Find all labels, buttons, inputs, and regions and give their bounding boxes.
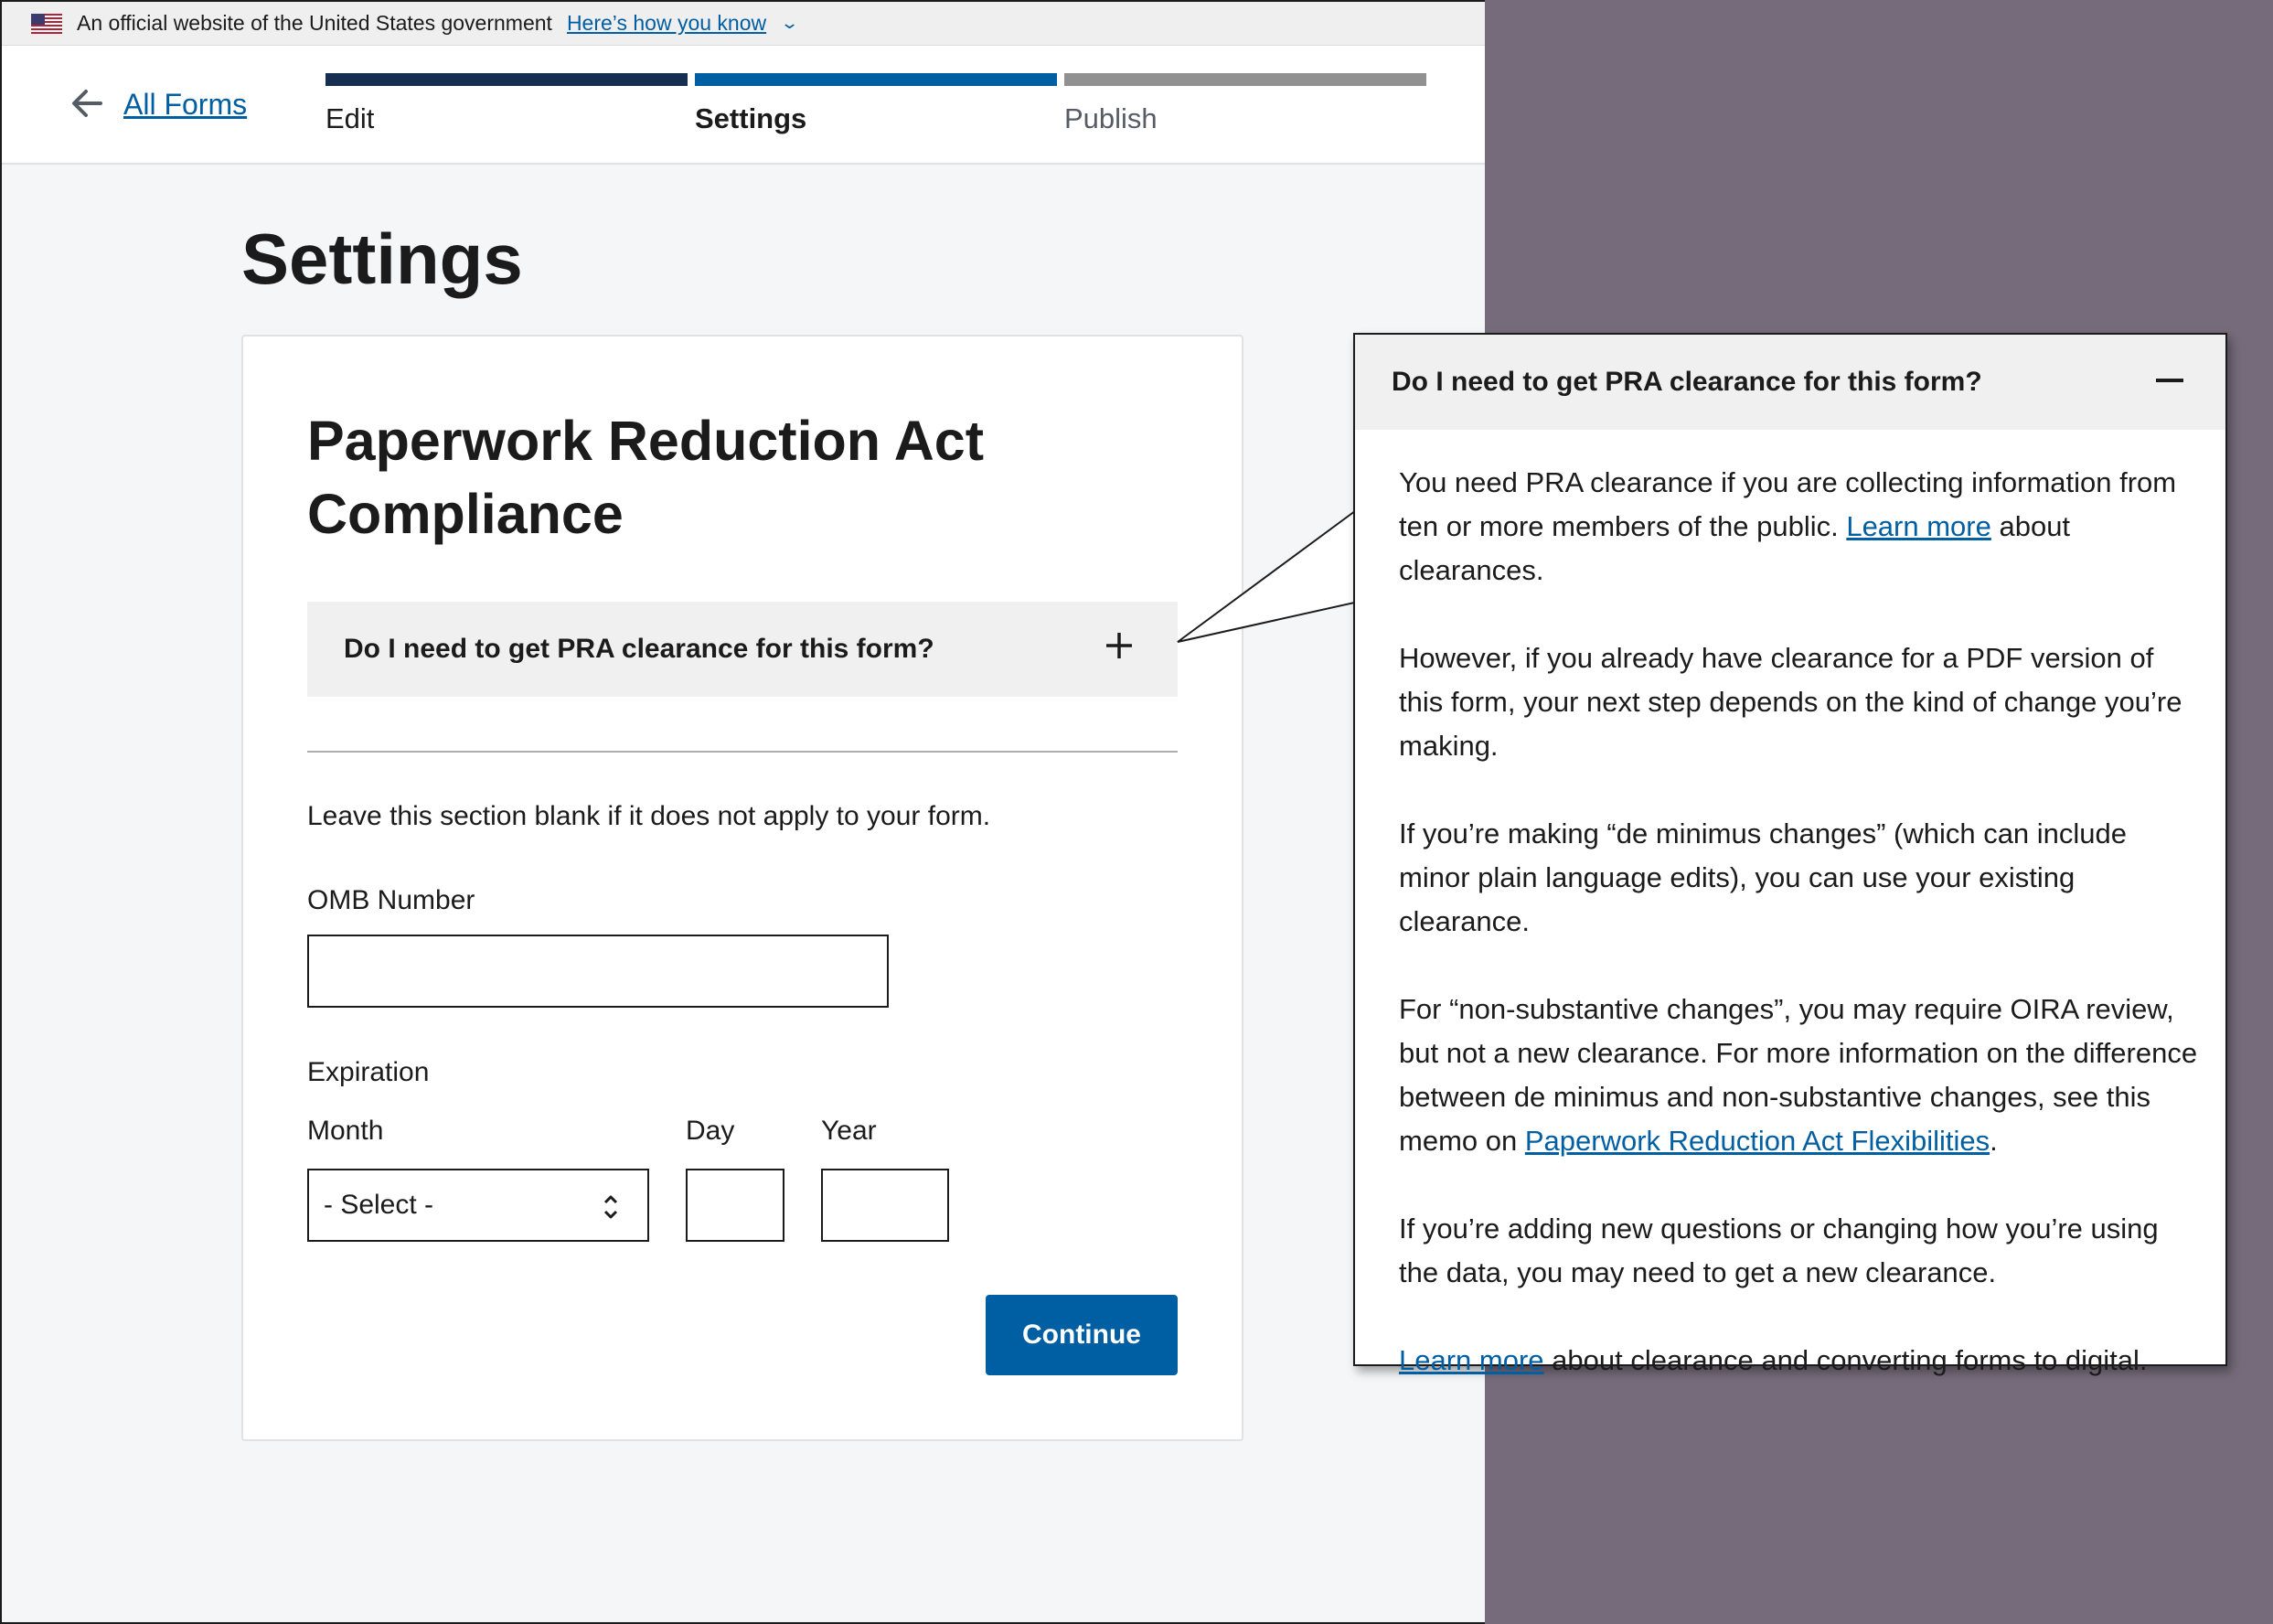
month-select[interactable] [307,1169,649,1242]
pra-clearance-callout [1353,333,2227,1376]
callout-text: about clearance and converting forms to digital. [1543,1344,2148,1376]
omb-number-input[interactable] [307,935,889,1008]
gov-banner [2,2,1485,46]
step-edit-label: Edit [325,102,375,134]
callout-text: . [1990,1125,1998,1157]
card-title: Paperwork Reduction Act Compliance [307,410,985,545]
step-publish-bar [1064,73,1426,86]
month-label: Month [307,1116,384,1146]
section-divider [307,751,1178,753]
step-edit-bar [325,73,688,86]
continue-button[interactable]: Continue [986,1295,1178,1375]
expiration-label: Expiration [307,1057,430,1087]
year-input[interactable] [821,1169,949,1242]
learn-more-link[interactable]: Learn more [1399,1344,1544,1376]
sort-updown-icon [602,1192,620,1222]
month-select-value: - Select - [324,1190,434,1220]
chevron-down-icon[interactable]: ⌄ [780,14,800,32]
callout-text: about clearances. [1399,510,2071,586]
minus-icon[interactable] [2156,379,2183,382]
heres-how-you-know-link[interactable]: Here’s how you know [566,11,767,35]
gov-banner-text: An official website of the United States government [77,11,552,35]
page-title: Settings [241,219,523,299]
section-hint: Leave this section blank if it does not apply to your form. [307,801,991,831]
learn-more-link[interactable]: Learn more [1846,510,1991,542]
pra-flexibilities-link[interactable]: Paperwork Reduction Act Flexibilities [1524,1125,1990,1157]
callout-heading: Do I need to get PRA clearance for this form? [1392,367,1982,397]
step-publish-label: Publish [1064,102,1158,134]
day-input[interactable] [686,1169,784,1242]
accordion-label: Do I need to get PRA clearance for this form? [344,634,934,664]
step-settings-bar [695,73,1057,86]
pra-compliance-card [241,335,1243,1441]
arrow-left-icon[interactable] [69,86,104,121]
callout-paragraph [1399,1339,2204,1383]
plus-icon[interactable] [1103,629,1136,662]
pra-clearance-accordion[interactable] [307,602,1178,697]
callout-paragraph: If you’re making “de minimus changes” (which can include minor plain language edits), you can use your existing clearance. [1399,817,2128,937]
us-flag-icon [31,14,62,34]
callout-paragraph: If you’re adding new questions or changing how you’re using the data, you may need to get a new clearance. [1399,1213,2159,1288]
callout-paragraph [1399,461,2204,593]
step-edit[interactable] [325,73,688,135]
callout-paragraph: However, if you already have clearance for a PDF version of this form, your next step depends on the kind of change you’re making. [1399,642,2182,762]
all-forms-link[interactable]: All Forms [123,88,248,121]
top-navigation [2,46,1485,165]
callout-paragraph [1399,988,2204,1163]
omb-number-label: OMB Number [307,885,475,915]
step-settings[interactable] [695,73,1057,135]
callout-text: You need PRA clearance if you are collecting information from ten or more members of the public. [1399,466,2177,542]
callout-text: For “non-substantive changes”, you may require OIRA review, but not a new clearance. For more information on the difference between de minimus and non-substantive changes, see this memo on [1399,993,2198,1157]
callout-body [1399,461,2204,1383]
day-label: Day [686,1116,735,1146]
step-publish[interactable] [1064,73,1426,135]
step-settings-label: Settings [695,102,807,134]
callout-accordion-header[interactable] [1355,335,2225,430]
year-label: Year [821,1116,877,1146]
